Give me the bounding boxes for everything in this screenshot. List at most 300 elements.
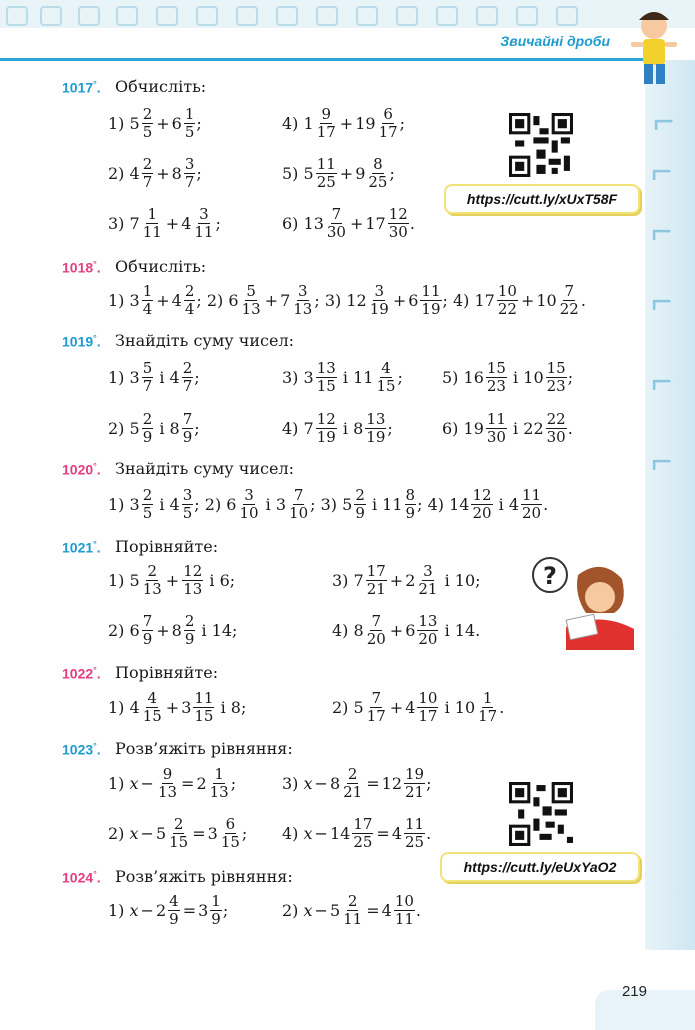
exercise-instruction: Розв’яжіть рівняння:: [115, 867, 293, 886]
variable: x: [303, 900, 313, 920]
denominator: 25: [405, 832, 425, 851]
text-fragment: 5): [442, 367, 464, 387]
math-item: [282, 405, 393, 451]
qr-code-first: [509, 113, 573, 177]
denominator: 11: [194, 222, 214, 241]
denominator: 13: [209, 782, 229, 801]
operator: +: [339, 163, 354, 183]
text-fragment: ;: [567, 367, 574, 387]
denominator: 30: [388, 222, 408, 241]
right-decor-band: ⌐ ⌐ ⌐ ⌐ ⌐ ⌐: [645, 60, 695, 950]
math-item: [108, 354, 200, 400]
whole-part: 6: [228, 290, 239, 310]
numerator: 2: [142, 409, 153, 428]
text-fragment: 3): [282, 773, 304, 793]
operator: −: [314, 823, 328, 843]
denominator: 13: [293, 299, 313, 318]
denominator: 10: [239, 503, 259, 522]
numerator: 4: [381, 358, 391, 377]
math-item: [332, 684, 504, 730]
text-fragment: і: [154, 367, 170, 387]
whole-part: 13: [303, 213, 324, 233]
math-item: [442, 354, 573, 400]
text-fragment: 6): [282, 213, 304, 233]
text-fragment: 2): [204, 494, 227, 514]
fraction: [471, 487, 492, 522]
fraction: [316, 156, 337, 191]
fraction: [142, 156, 154, 191]
numerator: 7: [371, 688, 382, 707]
fraction: [142, 283, 154, 318]
text-fragment: 4): [427, 494, 450, 514]
exercise-number: 1020°.: [62, 461, 101, 478]
whole-part: 12: [381, 773, 402, 793]
whole-part: 11: [382, 494, 403, 514]
fraction: [142, 690, 163, 725]
numerator: 2: [142, 104, 153, 123]
fraction: [238, 487, 259, 522]
denominator: 15: [169, 832, 189, 851]
text-fragment: 3): [324, 290, 347, 310]
numerator: 3: [184, 154, 195, 173]
text-fragment: ;: [397, 367, 403, 387]
fraction: [142, 563, 163, 598]
denominator: 10: [289, 503, 309, 522]
fraction: [405, 487, 417, 522]
numerator: 6: [383, 104, 393, 123]
link-second[interactable]: https://cutt.ly/eUxYaO2: [440, 852, 640, 882]
numerator: 5: [142, 358, 153, 377]
denominator: 9: [184, 629, 195, 648]
fraction: [142, 487, 154, 522]
numerator: 2: [184, 281, 195, 300]
operator: =: [182, 900, 197, 920]
denominator: 30: [546, 427, 566, 446]
exercise-number: 1021°.: [62, 539, 101, 556]
text-fragment: і: [337, 418, 354, 438]
denominator: 21: [366, 579, 386, 598]
fraction: [168, 816, 189, 851]
svg-text:?: ?: [543, 562, 557, 590]
numerator: 6: [225, 814, 236, 833]
whole-part: 11: [353, 367, 374, 387]
text-fragment: і: [260, 494, 276, 514]
denominator: 4: [184, 299, 195, 318]
fraction: [352, 816, 373, 851]
numerator: 2: [173, 814, 184, 833]
text-fragment: ;: [389, 163, 395, 183]
whole-part: 5: [303, 163, 314, 183]
numerator: 4: [147, 688, 158, 707]
numerator: 8: [373, 154, 383, 173]
denominator: 25: [368, 172, 388, 191]
numerator: 9: [162, 764, 173, 783]
whole-part: 4: [169, 494, 180, 514]
fraction: [378, 106, 399, 141]
exercise-instruction: Порівняйте:: [115, 537, 219, 556]
whole-part: 1: [303, 113, 314, 133]
fraction: [182, 487, 194, 522]
text-fragment: і 14;: [196, 620, 238, 640]
whole-part: 22: [523, 418, 544, 438]
fraction: [342, 766, 363, 801]
whole-part: 17: [365, 213, 386, 233]
whole-part: 14: [329, 823, 351, 843]
operator: =: [366, 773, 380, 793]
text-fragment: 3): [320, 494, 343, 514]
numerator: 11: [194, 688, 214, 707]
denominator: 15: [142, 706, 162, 725]
fraction: [546, 411, 567, 446]
fraction: [142, 106, 154, 141]
fraction: [142, 206, 163, 241]
numerator: 3: [298, 281, 308, 300]
text-fragment: ;: [194, 494, 205, 514]
whole-part: 10: [523, 367, 544, 387]
numerator: 11: [405, 814, 425, 833]
numerator: 7: [564, 281, 575, 300]
operator: +: [165, 213, 180, 233]
fraction: [404, 766, 425, 801]
text-fragment: і: [507, 367, 524, 387]
denominator: 5: [142, 122, 153, 141]
fraction: [546, 360, 567, 395]
numerator: 3: [423, 561, 433, 580]
denominator: 21: [405, 782, 425, 801]
text-fragment: і: [154, 418, 170, 438]
exercise-number: 1017°.: [62, 79, 101, 96]
whole-part: 8: [171, 620, 182, 640]
fraction: [354, 487, 366, 522]
text-fragment: ;: [222, 900, 229, 920]
numerator: 13: [418, 611, 438, 630]
text-fragment: і: [493, 494, 509, 514]
math-item: [108, 607, 237, 653]
numerator: 3: [199, 204, 209, 223]
operator: +: [389, 620, 404, 640]
denominator: 5: [142, 503, 153, 522]
denominator: 13: [183, 579, 203, 598]
exercise-number: 1022°.: [62, 665, 101, 682]
exercise-instruction: Знайдіть суму чисел:: [115, 331, 294, 350]
denominator: 9: [142, 629, 153, 648]
text-fragment: 4): [332, 620, 354, 640]
exercise-number: 1024°.: [62, 869, 101, 886]
denominator: 15: [194, 706, 214, 725]
numerator: 12: [472, 485, 492, 504]
operator: +: [156, 290, 170, 310]
numerator: 22: [546, 409, 566, 428]
whole-part: 6: [129, 620, 140, 640]
denominator: 9: [355, 503, 365, 522]
denominator: 17: [316, 122, 336, 141]
exercise-instruction: Обчисліть:: [115, 257, 207, 276]
numerator: 15: [546, 358, 566, 377]
fraction: [316, 360, 337, 395]
text-fragment: і: [439, 697, 455, 717]
whole-part: 5: [129, 570, 140, 590]
operator: +: [392, 290, 407, 310]
numerator: 2: [142, 485, 153, 504]
text-fragment: і: [366, 494, 383, 514]
numerator: 12: [183, 561, 203, 580]
fraction: [420, 283, 441, 318]
whole-part: 4: [381, 900, 392, 920]
numerator: 2: [347, 891, 358, 910]
exercise-instruction: Обчисліть:: [115, 77, 207, 96]
fraction: [477, 690, 498, 725]
denominator: 17: [366, 706, 386, 725]
variable: x: [129, 823, 139, 843]
operator: −: [314, 900, 328, 920]
fraction: [142, 411, 154, 446]
numerator: 7: [142, 611, 153, 630]
text-fragment: .: [415, 900, 422, 920]
whole-part: 14: [449, 494, 470, 514]
whole-part: 2: [405, 570, 416, 590]
fraction: [182, 411, 194, 446]
whole-part: 8: [169, 418, 180, 438]
text-fragment: 1): [108, 290, 130, 310]
text-fragment: 2): [332, 697, 354, 717]
numerator: 11: [316, 154, 336, 173]
numerator: 7: [182, 409, 193, 428]
denominator: 22: [497, 299, 517, 318]
denominator: 30: [486, 427, 506, 446]
text-fragment: ;: [442, 290, 453, 310]
denominator: 25: [353, 832, 373, 851]
exercise-number: 1023°.: [62, 741, 101, 758]
text-fragment: і: [507, 418, 524, 438]
fraction: [417, 690, 438, 725]
fraction: [168, 893, 180, 928]
numerator: 2: [184, 611, 195, 630]
numerator: 10: [497, 281, 517, 300]
math-item: [282, 887, 421, 933]
text-fragment: ;: [215, 213, 221, 233]
denominator: 7: [142, 376, 153, 395]
math-item: [108, 100, 202, 146]
numerator: 11: [486, 409, 506, 428]
whole-part: 3: [129, 494, 140, 514]
operator: =: [376, 823, 390, 843]
text-fragment: 1): [108, 773, 130, 793]
numerator: 7: [331, 204, 342, 223]
whole-part: 3: [129, 290, 140, 310]
operator: −: [140, 823, 154, 843]
denominator: 9: [142, 427, 153, 446]
text-fragment: ;: [241, 823, 248, 843]
numerator: 1: [147, 204, 158, 223]
variable: x: [129, 900, 139, 920]
text-fragment: 2): [282, 900, 304, 920]
top-decor-band: [0, 0, 695, 28]
fraction: [209, 766, 230, 801]
numerator: 1: [482, 688, 493, 707]
operator: −: [140, 773, 154, 793]
text-fragment: 1): [108, 367, 130, 387]
chapter-header: [0, 28, 650, 61]
exercise-number: 1018°.: [62, 259, 101, 276]
whole-part: 3: [275, 494, 287, 514]
denominator: 11: [142, 222, 162, 241]
text-fragment: ;: [399, 113, 406, 133]
boy-illustration: [625, 6, 683, 92]
numerator: 13: [366, 409, 386, 428]
fraction: [184, 106, 196, 141]
whole-part: 12: [346, 290, 367, 310]
fraction: [182, 563, 203, 598]
fraction: [388, 206, 409, 241]
denominator: 23: [486, 376, 506, 395]
exercise-instruction: Знайдіть суму чисел:: [115, 459, 294, 478]
fraction: [417, 613, 438, 648]
denominator: 25: [316, 172, 336, 191]
text-fragment: ;: [417, 494, 428, 514]
text-fragment: 2): [108, 823, 130, 843]
whole-part: 16: [463, 367, 484, 387]
whole-part: 5: [129, 418, 140, 438]
fraction: [193, 690, 214, 725]
whole-part: 7: [129, 213, 140, 233]
whole-part: 3: [129, 367, 140, 387]
whole-part: 3: [181, 697, 192, 717]
math-item: [108, 887, 228, 933]
denominator: 9: [405, 503, 416, 522]
math-item: [282, 354, 403, 400]
numerator: 17: [366, 561, 386, 580]
text-fragment: 3): [108, 213, 130, 233]
text-fragment: .: [580, 290, 586, 310]
text-fragment: ;: [426, 773, 432, 793]
whole-part: 8: [353, 418, 364, 438]
variable: x: [303, 823, 313, 843]
text-fragment: .: [567, 418, 573, 438]
whole-part: 5: [155, 823, 167, 843]
numerator: 10: [394, 891, 414, 910]
fraction: [559, 283, 580, 318]
text-fragment: .: [426, 823, 432, 843]
operator: +: [520, 290, 535, 310]
text-fragment: і 6;: [204, 570, 236, 590]
math-item: [282, 150, 395, 196]
link-first[interactable]: https://cutt.ly/xUxT58F: [444, 184, 640, 214]
numerator: 4: [169, 891, 179, 910]
whole-part: 17: [474, 290, 495, 310]
text-fragment: і 14.: [439, 620, 481, 640]
numerator: 7: [293, 485, 304, 504]
numerator: 1: [142, 281, 153, 300]
numerator: 9: [321, 104, 332, 123]
exercise-instruction: Порівняйте:: [115, 663, 219, 682]
math-item: [282, 760, 431, 806]
denominator: 21: [343, 782, 363, 801]
fraction: [486, 411, 507, 446]
whole-part: 6: [171, 113, 182, 133]
whole-part: 7: [280, 290, 291, 310]
math-item: [108, 760, 236, 806]
fraction: [521, 487, 542, 522]
whole-part: 19: [355, 113, 376, 133]
denominator: 13: [157, 782, 178, 801]
fraction: [292, 283, 313, 318]
operator: =: [366, 900, 380, 920]
numerator: 3: [374, 281, 385, 300]
denominator: 11: [394, 909, 414, 928]
exercise-number: 1019°.: [62, 333, 101, 350]
whole-part: 5: [342, 494, 353, 514]
whole-part: 4: [181, 213, 192, 233]
denominator: 15: [376, 376, 396, 395]
numerator: 12: [316, 409, 336, 428]
fraction: [342, 893, 363, 928]
denominator: 7: [182, 376, 193, 395]
text-fragment: .: [543, 494, 549, 514]
whole-part: 4: [129, 163, 140, 183]
operator: +: [156, 163, 170, 183]
numerator: 8: [405, 485, 416, 504]
math-item: [108, 810, 247, 856]
math-item: [108, 405, 200, 451]
whole-part: 4: [129, 697, 140, 717]
text-fragment: .: [409, 213, 415, 233]
text-fragment: ;: [230, 773, 237, 793]
numerator: 1: [211, 891, 221, 910]
operator: +: [349, 213, 364, 233]
text-fragment: 1): [108, 900, 130, 920]
text-fragment: 3): [282, 367, 304, 387]
fraction: [288, 487, 309, 522]
whole-part: 8: [353, 620, 364, 640]
fraction: [486, 360, 507, 395]
fraction: [367, 156, 388, 191]
math-item: [332, 607, 480, 653]
math-item: [108, 277, 586, 323]
qr-code-second: [509, 782, 573, 846]
fraction: [184, 283, 196, 318]
text-fragment: ;: [196, 113, 202, 133]
fraction: [394, 893, 415, 928]
numerator: 19: [405, 764, 425, 783]
denominator: 22: [559, 299, 579, 318]
whole-part: 19: [463, 418, 484, 438]
numerator: 5: [246, 281, 256, 300]
denominator: 21: [418, 579, 438, 598]
fraction: [142, 613, 154, 648]
denominator: 11: [343, 909, 363, 928]
whole-part: 4: [391, 823, 402, 843]
text-fragment: ;: [196, 290, 207, 310]
numerator: 11: [522, 485, 542, 504]
denominator: 20: [522, 503, 542, 522]
numerator: 11: [421, 281, 441, 300]
denominator: 19: [316, 427, 336, 446]
operator: +: [389, 570, 404, 590]
denominator: 15: [316, 376, 336, 395]
denominator: 5: [184, 122, 195, 141]
operator: =: [181, 773, 195, 793]
text-fragment: ;: [387, 418, 393, 438]
numerator: 13: [316, 358, 336, 377]
denominator: 17: [378, 122, 398, 141]
whole-part: 8: [171, 163, 182, 183]
thinking-girl-illustration: [530, 555, 640, 650]
denominator: 9: [182, 427, 193, 446]
denominator: 13: [142, 579, 162, 598]
fraction: [184, 156, 196, 191]
fraction: [182, 360, 194, 395]
math-item: [282, 100, 405, 146]
